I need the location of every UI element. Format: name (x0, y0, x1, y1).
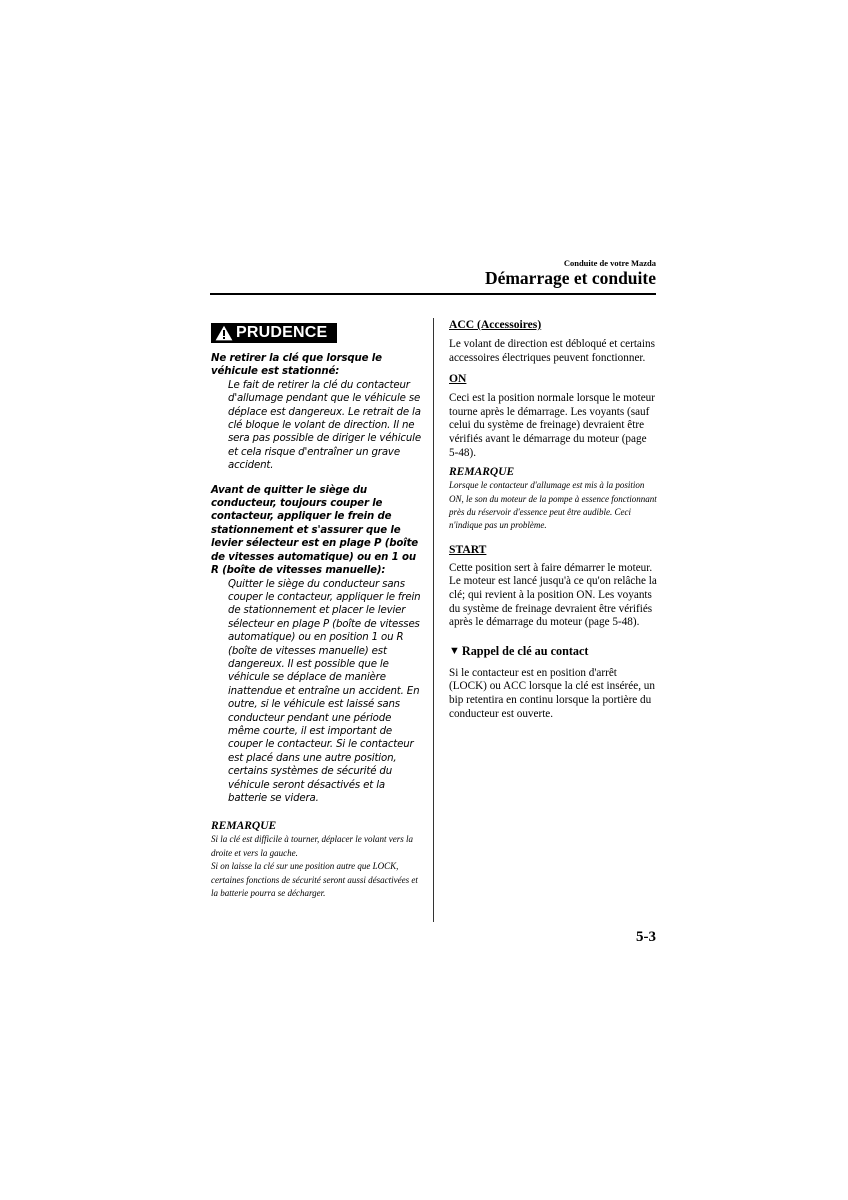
acc-heading: ACC (Accessoires) (449, 318, 542, 331)
header-rule (210, 293, 656, 295)
on-heading: ON (449, 372, 467, 386)
remark-title: REMARQUE (449, 466, 515, 479)
warning-body-key-removal: Le fait de retirer la clé du contacteur d'allumage pendant que le véhicule se déplace est dangereux. Le retrait de la clé bloque le volant de direction. Il ne sera pas possible de diriger le véhicule et cela risque d'entraîner un grave accident. (228, 379, 421, 472)
caution-banner (211, 323, 337, 343)
warning-heading-leave-seat: Avant de quitter le siège du conducteur, toujours couper le contacteur, appliquer le frein de stationnement et s'assurer que le levier sélecteur est en plage P (boîte de vitesses automatique) ou en 1 ou R (boîte de vitesses manuelle): (211, 484, 419, 577)
remark-title: REMARQUE (211, 820, 277, 833)
remark-text: Si on laisse la clé sur une position autre que LOCK, certaines fonctions de sécurité seront aussi désactivées et la batterie pourra se décharger. (211, 861, 418, 899)
right-column (449, 318, 657, 721)
remark-block (211, 819, 423, 900)
remark-text: Lorsque le contacteur d'allumage est mis à la position ON, le son du moteur de la pompe à essence fonctionnant près du réservoir d'essence peut être audible. Ceci n'indique pas un problème. (449, 480, 657, 531)
running-header: Conduite de votre Mazda (563, 258, 656, 268)
remark-block (449, 465, 657, 533)
left-column (211, 322, 423, 900)
key-reminder-text: Si le contacteur est en position d'arrêt (LOCK) ou ACC lorsque la clé est insérée, un bip retentira en continu lorsque la portière du conducteur est ouverte. (449, 666, 655, 720)
start-text: Cette position sert à faire démarrer le moteur. Le moteur est lancé jusqu'à ce qu'on relâche la clé; qui revient à la position ON. Les voyants du système de freinage devraient être vérifiés après le démarrage du moteur (page 5-48). (449, 561, 657, 629)
triangle-down-icon: ▼ (449, 644, 460, 657)
caution-label: PRUDENCE (236, 324, 328, 341)
key-reminder-heading (449, 644, 657, 659)
warning-body-leave-seat: Quitter le siège du conducteur sans couper le contacteur, appliquer le frein de stationnement et placer le levier sélecteur en plage P (boîte de vitesses automatique) ou en position 1 ou R (boîte de vitesses manuelle) est dangereux. Il est possible que le véhicule se déplace de manière inattendue et entraîne un accident. En outre, si le véhicule est laissé sans conducteur pendant une période même courte, il est important de couper le contacteur. Si le contacteur est placé dans une autre position, certains systèmes de sécurité du véhicule seront désactivés et la batterie se videra. (228, 578, 421, 804)
start-heading: START (449, 542, 487, 556)
warning-triangle-icon (215, 325, 233, 341)
remark-text: Si la clé est difficile à tourner, déplacer le volant vers la droite et vers la gauche. (211, 834, 413, 858)
page-number: 5-3 (636, 929, 656, 945)
on-text: Ceci est la position normale lorsque le moteur tourne après le démarrage. Les voyants (sauf celui du système de freinage) devraient être vérifiés avant le démarrage du moteur (page 5-48). (449, 392, 655, 459)
warning-heading-key-removal: Ne retirer la clé que lorsque le véhicule est stationné: (211, 353, 382, 378)
column-divider (433, 318, 434, 922)
section-title: Démarrage et conduite (484, 268, 656, 288)
acc-text: Le volant de direction est débloqué et certains accessoires électriques peuvent fonctionner. (449, 338, 655, 364)
key-reminder-title: Rappel de clé au contact (461, 643, 589, 658)
